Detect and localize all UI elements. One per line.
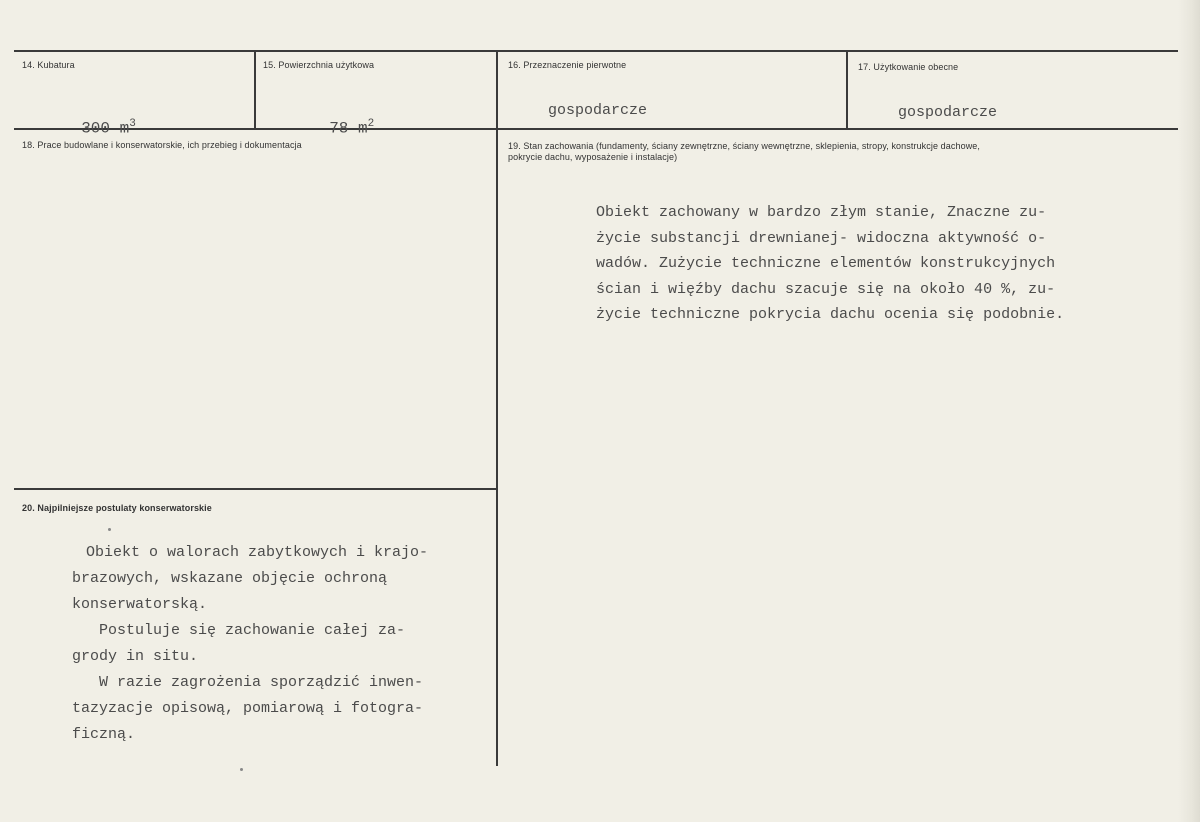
postulaty-line: ficzną.	[72, 726, 136, 743]
postulaty-line: konserwatorską.	[72, 596, 208, 613]
kubatura-number: 300 m	[81, 119, 130, 138]
kubatura-label: 14. Kubatura	[22, 60, 75, 70]
prace-label: 18. Prace budowlane i konserwatorskie, ich przebieg i dokumentacja	[22, 140, 302, 150]
col-rule-3	[846, 51, 848, 129]
paper-edge	[1178, 0, 1200, 822]
powierzchnia-value	[310, 100, 374, 137]
stan-label: 19. Stan zachowania (fundamenty, ściany zewnętrzne, ściany wewnętrzne, sklepienia, stropy, konstrukcje dachowe, pokrycie dachu, wyposażenie i instalacje)	[508, 141, 981, 162]
postulaty-line: Obiekt o walorach zabytkowych i krajo-	[86, 544, 429, 561]
stan-line: wadów. Zużycie techniczne elementów konstrukcyjnych	[596, 255, 1056, 272]
powierzchnia-number: 78 m	[329, 119, 368, 138]
powierzchnia-label: 15. Powierzchnia użytkowa	[263, 60, 375, 70]
postulaty-line: tazyzacje opisową, pomiarową i fotogra-	[72, 700, 424, 717]
postulaty-label: 20. Najpilniejsze postulaty konserwatorskie	[22, 503, 212, 513]
uzytkowanie-label: 17. Użytkowanie obecne	[858, 62, 959, 72]
uzytkowanie-value: gospodarcze	[898, 104, 998, 121]
stan-line: Obiekt zachowany w bardzo złym stanie, Znaczne zu-	[596, 204, 1047, 221]
paper-speck	[240, 768, 243, 771]
powierzchnia-exponent: 2	[367, 118, 375, 130]
top-rule	[14, 50, 1200, 52]
przeznaczenie-value: gospodarcze	[548, 102, 648, 119]
postulaty-line: Postuluje się zachowanie całej za-	[72, 622, 406, 639]
postulaty-line: grody in situ.	[72, 648, 199, 665]
stan-line: ścian i więźby dachu szacuje się na około 40 %, zu-	[596, 280, 1056, 298]
postulaty-line: brazowych, wskazane objęcie ochroną	[72, 570, 388, 587]
paper-speck	[108, 528, 111, 531]
postulaty-line: W razie zagrożenia sporządzić inwen-	[72, 674, 424, 691]
kubatura-value	[62, 100, 136, 137]
stan-line: życie techniczne pokrycia dachu ocenia się podobnie.	[596, 306, 1065, 323]
row-rule-1	[14, 128, 1200, 130]
stan-text	[596, 200, 1064, 328]
col-rule-1	[254, 51, 256, 129]
stan-line: życie substancji drewnianej- widoczna aktywność o-	[596, 229, 1047, 247]
kubatura-exponent: 3	[129, 118, 136, 130]
postulaty-text	[72, 540, 429, 748]
col-rule-2	[496, 51, 498, 766]
row-rule-2	[14, 488, 496, 490]
przeznaczenie-label: 16. Przeznaczenie pierwotne	[508, 60, 627, 70]
